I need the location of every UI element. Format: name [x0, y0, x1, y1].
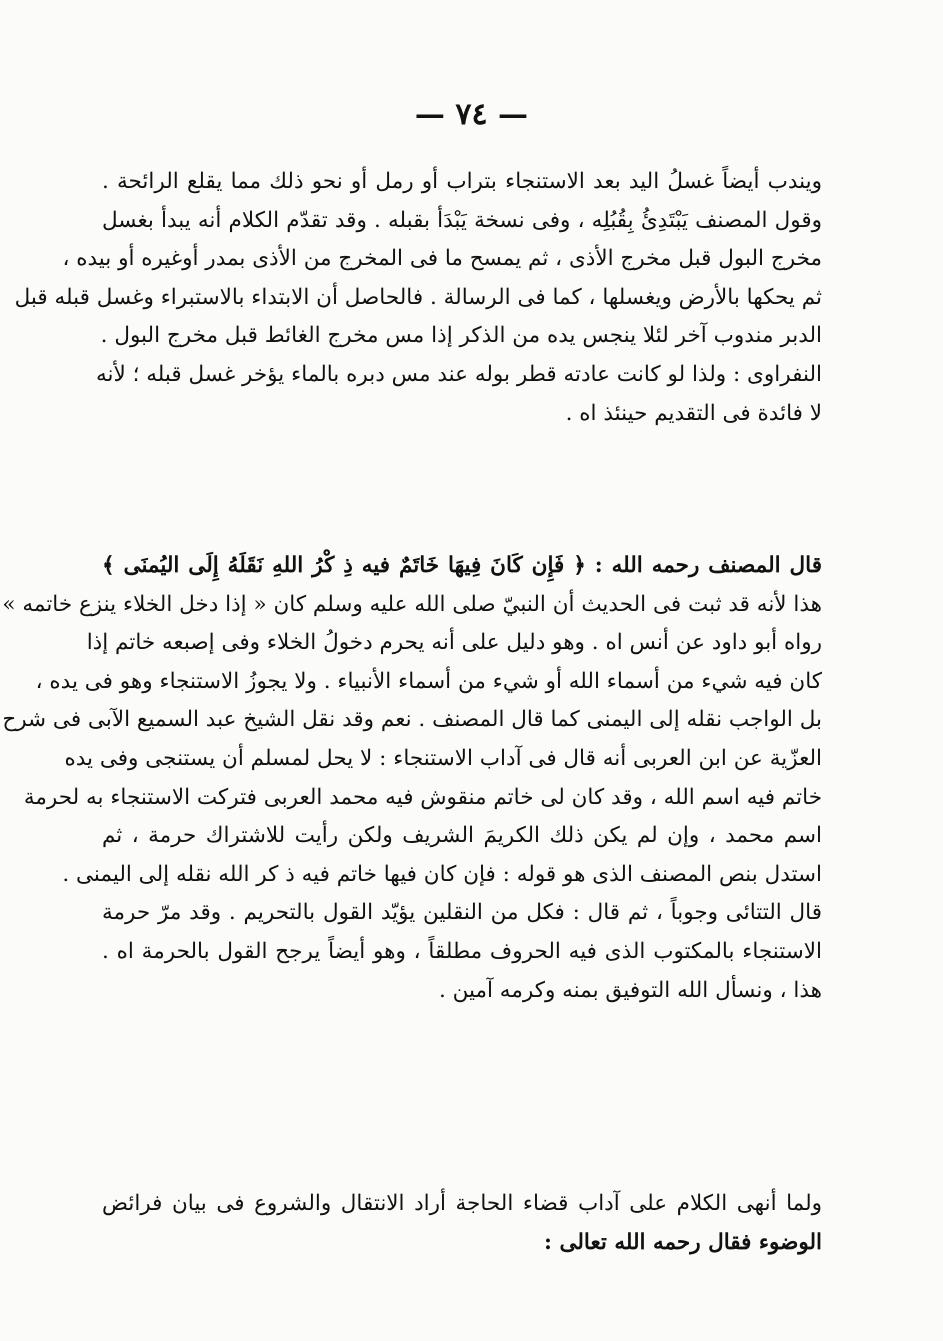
text-line: كان فيه شيء من أسماء الله أو شيء من أسماء الأنبياء . ولا يجوزُ الاستنجاء وهو فى يده ، [35, 668, 822, 694]
text-line: الوضوء فقال رحمه الله تعالى : [544, 1229, 822, 1255]
page-number: — ٧٤ — [414, 97, 529, 132]
text-line: الاستنجاء بالمكتوب الذى فيه الحروف مطلقاً ، وهو أيضاً يرجح القول بالحرمة اه . [102, 938, 822, 964]
text-line: لا فائدة فى التقديم حينئذ اه . [565, 400, 822, 426]
text-line: وقول المصنف يَبْتَدِئُ بِقُبُلِه ، وفى نسخة يَبْدَأ بقبله . وقد تقدّم الكلام أنه يبدأ بغسل [102, 207, 822, 233]
text-line: النفراوى : ولذا لو كانت عادته قطر بوله عند مس دبره بالماء يؤخر غسل قبله ؛ لأنه [95, 361, 822, 387]
text-line: استدل بنص المصنف الذى هو قوله : فإن كان فيها خاتم فيه ذ كر الله نقله إلى اليمنى . [62, 861, 822, 887]
text-line: الدبر مندوب آخر لئلا ينجس يده من الذكر إذا مس مخرج الغائط قبل مخرج البول . [100, 323, 822, 349]
paragraph-2 [2, 547, 822, 1010]
text-line: هذا ، ونسأل الله التوفيق بمنه وكرمه آمين . [438, 977, 822, 1003]
text-line: ويندب أيضاً غسلُ اليد بعد الاستنجاء بتراب أو رمل أو نحو ذلك مما يقلع الرائحة . [102, 169, 822, 194]
text-line: ثم يحكها بالأرض ويغسلها ، كما فى الرسالة . فالحاصل أن الابتداء بالاستبراء وغسل قبله قبل [14, 284, 822, 310]
text-line: هذا لأنه قد ثبت فى الحديث أن النبيّ صلى الله عليه وسلم كان « إذا دخل الخلاء ينزع خاتمه » [2, 591, 822, 617]
text-line: قال التتائى وجوباً ، ثم قال : فكل من النقلين يؤيّد القول بالتحريم . وقد مرّ حرمة [102, 900, 822, 926]
text-line: مخرج البول قبل مخرج الأذى ، ثم يمسح ما فى المخرج من الأذى بمدر أوغيره أو بيده ، [62, 246, 822, 272]
text-line: رواه أبو داود عن أنس اه . وهو دليل على أنه يحرم دخولُ الخلاء وفى إصبعه خاتم إذا [86, 630, 822, 656]
text-line: خاتم فيه اسم الله ، وقد كان لى خاتم منقوش فيه محمد العربى فتركت الاستنجاء به لحرمة [23, 784, 822, 810]
paragraph-1 [14, 163, 822, 433]
text-line: ولما أنهى الكلام على آداب قضاء الحاجة أراد الانتقال والشروع فى بيان فرائض [102, 1191, 822, 1216]
text-line: بل الواجب نقله إلى اليمنى كما قال المصنف . نعم وقد نقل الشيخ عبد السميع الآبى فى شرح [2, 707, 822, 733]
text-line: اسم محمد ، وإن لم يكن ذلك الكريمَ الشريف ولكن رأيت للاشتراك حرمة ، ثم [102, 823, 822, 849]
quoted-verse-line: قال المصنف رحمه الله : ﴿ فَإِن كَانَ فِيهَا خَاتَمٌ فيه ذِ كْرُ اللهِ نَقَلَهُ إِلَى اليُمنَى ﴾ [102, 553, 822, 578]
paragraph-3 [102, 1185, 822, 1262]
text-line: العزّية عن ابن العربى أنه قال فى آداب الاستنجاء : لا يحل لمسلم أن يستنجى وفى يده [64, 745, 822, 771]
